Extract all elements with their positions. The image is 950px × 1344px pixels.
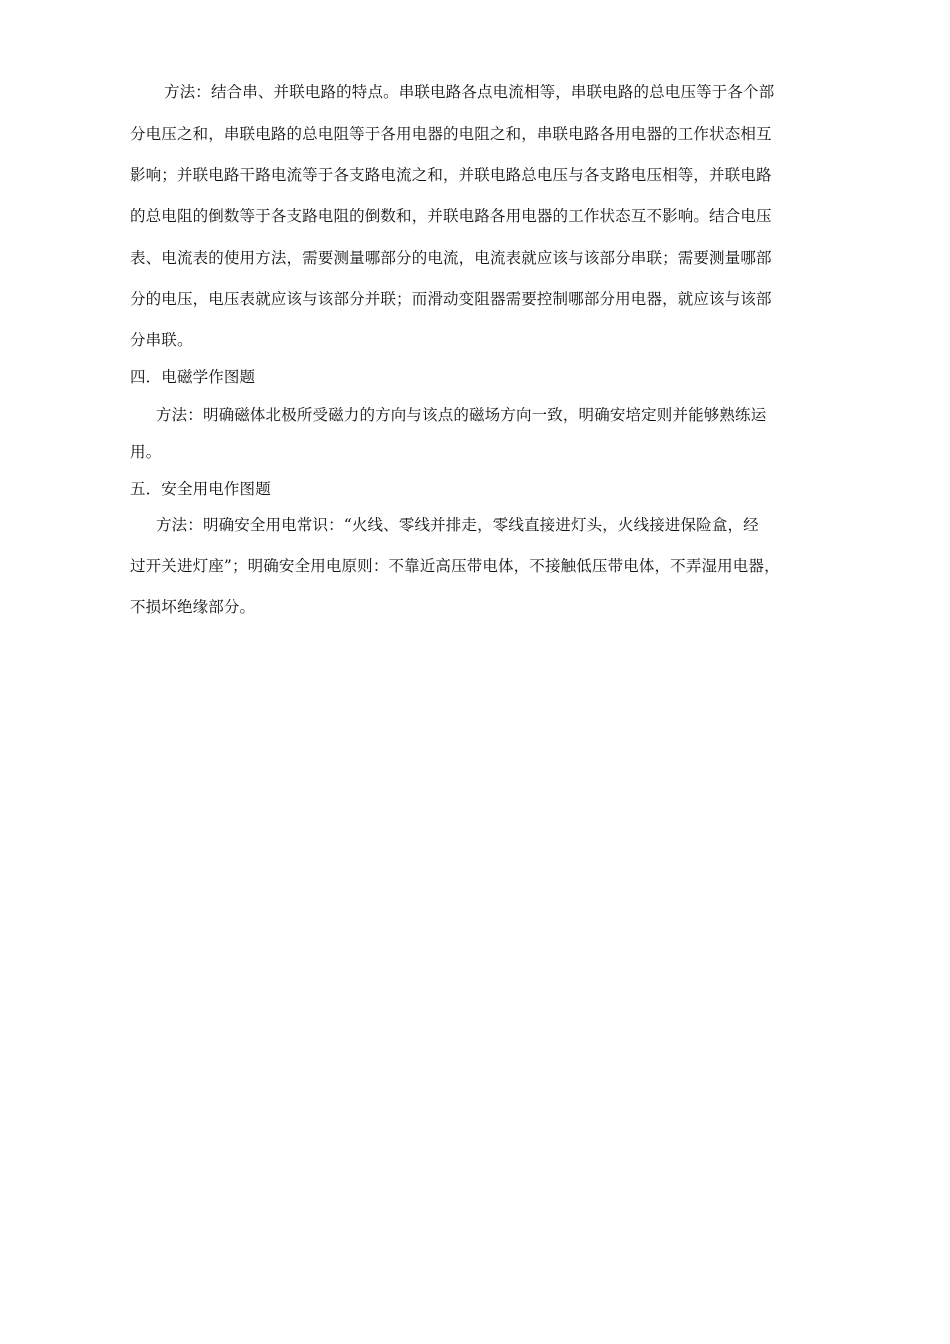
paragraph-line: 的总电阻的倒数等于各支路电阻的倒数和，并联电路各用电器的工作状态互不影响。结合电压 [130,207,772,225]
section-heading-electrical-safety: 五．安全用电作图题 [130,480,271,498]
paragraph-line: 影响；并联电路干路电流等于各支路电流之和，并联电路总电压与各支路电压相等，并联电路 [130,166,772,184]
paragraph-line: 用。 [130,443,162,461]
paragraph-line: 方法：明确安全用电常识：“火线、零线并排走，零线直接进灯头，火线接进保险盒，经 [156,516,759,534]
paragraph-line: 表、电流表的使用方法，需要测量哪部分的电流，电流表就应该与该部分串联；需要测量哪部 [130,249,772,267]
paragraph-line: 过开关进灯座”；明确安全用电原则：不靠近高压带电体，不接触低压带电体，不弄湿用电器， [130,557,780,575]
paragraph-line: 分电压之和，串联电路的总电阻等于各用电器的电阻之和，串联电路各用电器的工作状态相互 [130,125,772,143]
section-heading-electromagnetism: 四．电磁学作图题 [130,368,256,386]
paragraph-line: 方法：结合串、并联电路的特点。串联电路各点电流相等，串联电路的总电压等于各个部 [164,83,775,101]
paragraph-line: 分的电压，电压表就应该与该部分并联；而滑动变阻器需要控制哪部分用电器，就应该与该部 [130,290,772,308]
paragraph-line: 方法：明确磁体北极所受磁力的方向与该点的磁场方向一致，明确安培定则并能够熟练运 [156,406,767,424]
paragraph-line: 分串联。 [130,331,193,349]
paragraph-line: 不损坏绝缘部分。 [130,598,256,616]
